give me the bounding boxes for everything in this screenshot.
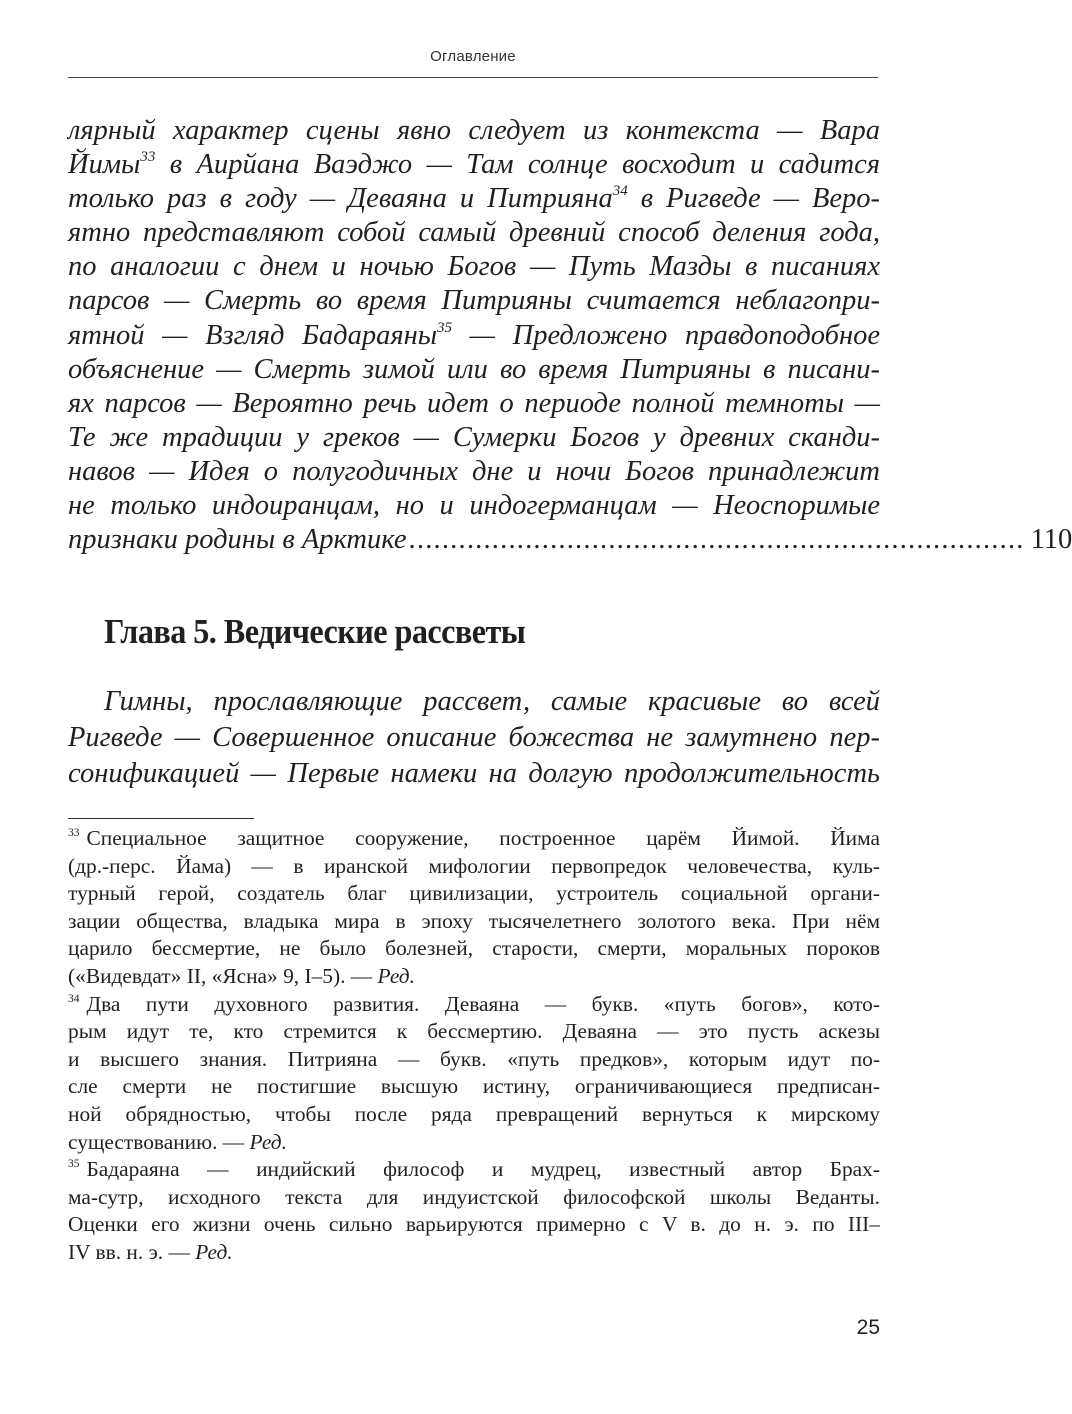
leader-dots: ..........................................................................	[408, 524, 1025, 556]
footnote-line: $^{34}$ Два пути духовного развития. Деваяна — букв. «путь богов», кото-	[68, 991, 880, 1016]
footnote-line: и высшего знания. Питрияна — букв. «путь предков», которым идут по-	[68, 1046, 880, 1071]
editor-mark: Ред.	[195, 1239, 233, 1264]
footnote-line: («Видевдат» II, «Ясна» 9, I–5). — Ред.	[68, 963, 415, 988]
editor-mark: Ред.	[249, 1129, 287, 1154]
editor-mark: Ред.	[377, 963, 415, 988]
footnote-line: рым идут те, кто стремится к бессмертию. Деваяна — это пусть аскезы	[68, 1019, 880, 1044]
footnote-ref-34[interactable]: 34	[612, 183, 628, 200]
running-head: Оглавление	[430, 48, 516, 65]
toc-line: лярный характер сцены явно следует из контекста — Вара	[68, 115, 880, 146]
footnote-33	[68, 825, 880, 991]
toc-line: ятной — Взгляд Бадараяны$^{35}$ — Предложено правдоподобное	[68, 319, 880, 351]
toc-page-number[interactable]: 110	[1030, 524, 1072, 556]
summary-line: Гимны, прославляющие рассвет, самые красивые во всей	[104, 686, 880, 717]
footnote-line: царило бессмертие, не было болезней, старости, смерти, моральных пороков	[68, 936, 880, 961]
toc-line: Йимы$^{33}$ в Аирйана Ваэджо — Там солнце восходит и садится	[68, 149, 880, 181]
toc-line-with-page[interactable]	[68, 523, 1072, 557]
footnote-line: существованию. — Ред.	[68, 1129, 287, 1154]
footnote-line: зации общества, владыка мира в эпоху тысячелетнего золотого века. При нём	[68, 908, 880, 933]
footnotes	[68, 818, 880, 1267]
toc-line: не только индоиранцам, но и индогерманцам — Неоспоримые	[68, 490, 880, 522]
footnote-line: ма-сутр, исходного текста для индуистской философской школы Веданты.	[68, 1184, 880, 1209]
footnote-line: IV вв. н. э. — Ред.	[68, 1239, 233, 1264]
toc-line: по аналогии с днем и ночью Богов — Путь Мазды в писаниях	[68, 251, 880, 283]
toc-entry-chapter-4	[68, 114, 1072, 557]
toc-last-text: признаки родины в Арктике	[68, 524, 407, 556]
toc-line: ятно представляют собой самый древний способ деления года,	[68, 217, 880, 249]
page-number: 25	[856, 1316, 880, 1339]
summary-line: Ригведе — Совершенное описание божества не замутнено пер-	[68, 722, 880, 753]
chapter-summary	[68, 684, 880, 792]
chapter-heading[interactable]: Глава 5. Ведические рассветы	[104, 612, 526, 651]
toc-line: парсов — Смерть во время Питрияны считается неблагопри-	[68, 285, 880, 317]
footnote-35	[68, 1156, 880, 1266]
toc-line: навов — Идея о полугодичных дне и ночи Богов принадлежит	[68, 455, 880, 487]
footnote-line: (др.-перс. Йама) — в иранской мифологии первопредок человечества, куль-	[68, 853, 880, 878]
toc-line: ях парсов — Вероятно речь идет о периоде полной темноты —	[68, 387, 880, 419]
footnote-line: Оценки его жизни очень сильно варьируются примерно с V в. до н. э. по III–	[68, 1212, 880, 1237]
footnote-ref-33[interactable]: 33	[140, 149, 156, 166]
footnote-number: 35	[68, 1158, 80, 1171]
footnote-line: $^{35}$ Бадараяна — индийский философ и мудрец, известный автор Брах-	[68, 1157, 880, 1182]
toc-line: только раз в году — Деваяна и Питрияна$^{34}$ в Ригведе — Веро-	[68, 183, 881, 215]
footnote-line: турный герой, создатель благ цивилизации, устроитель социальной органи-	[68, 881, 880, 906]
header-rule	[68, 77, 878, 78]
footnote-number: 33	[68, 827, 80, 839]
footnote-line: ной обрядностью, чтобы после ряда превращений вернуться к мирскому	[68, 1101, 880, 1126]
toc-line: объяснение — Смерть зимой или во время Питрияны в писани-	[68, 353, 880, 385]
summary-line: сонификацией — Первые намеки на долгую продолжительность	[68, 758, 880, 789]
footnote-line: $^{33}$ Специальное защитное сооружение, построенное царём Йимой. Йима	[68, 826, 880, 850]
footnote-34	[68, 991, 880, 1157]
footnote-ref-35[interactable]: 35	[437, 319, 453, 336]
footnote-number: 34	[68, 992, 80, 1005]
footnote-line: сле смерти не постигшие высшую истину, ограничивающиеся предписан-	[68, 1074, 880, 1099]
toc-line: Те же традиции у греков — Сумерки Богов у древних сканди-	[68, 421, 880, 453]
